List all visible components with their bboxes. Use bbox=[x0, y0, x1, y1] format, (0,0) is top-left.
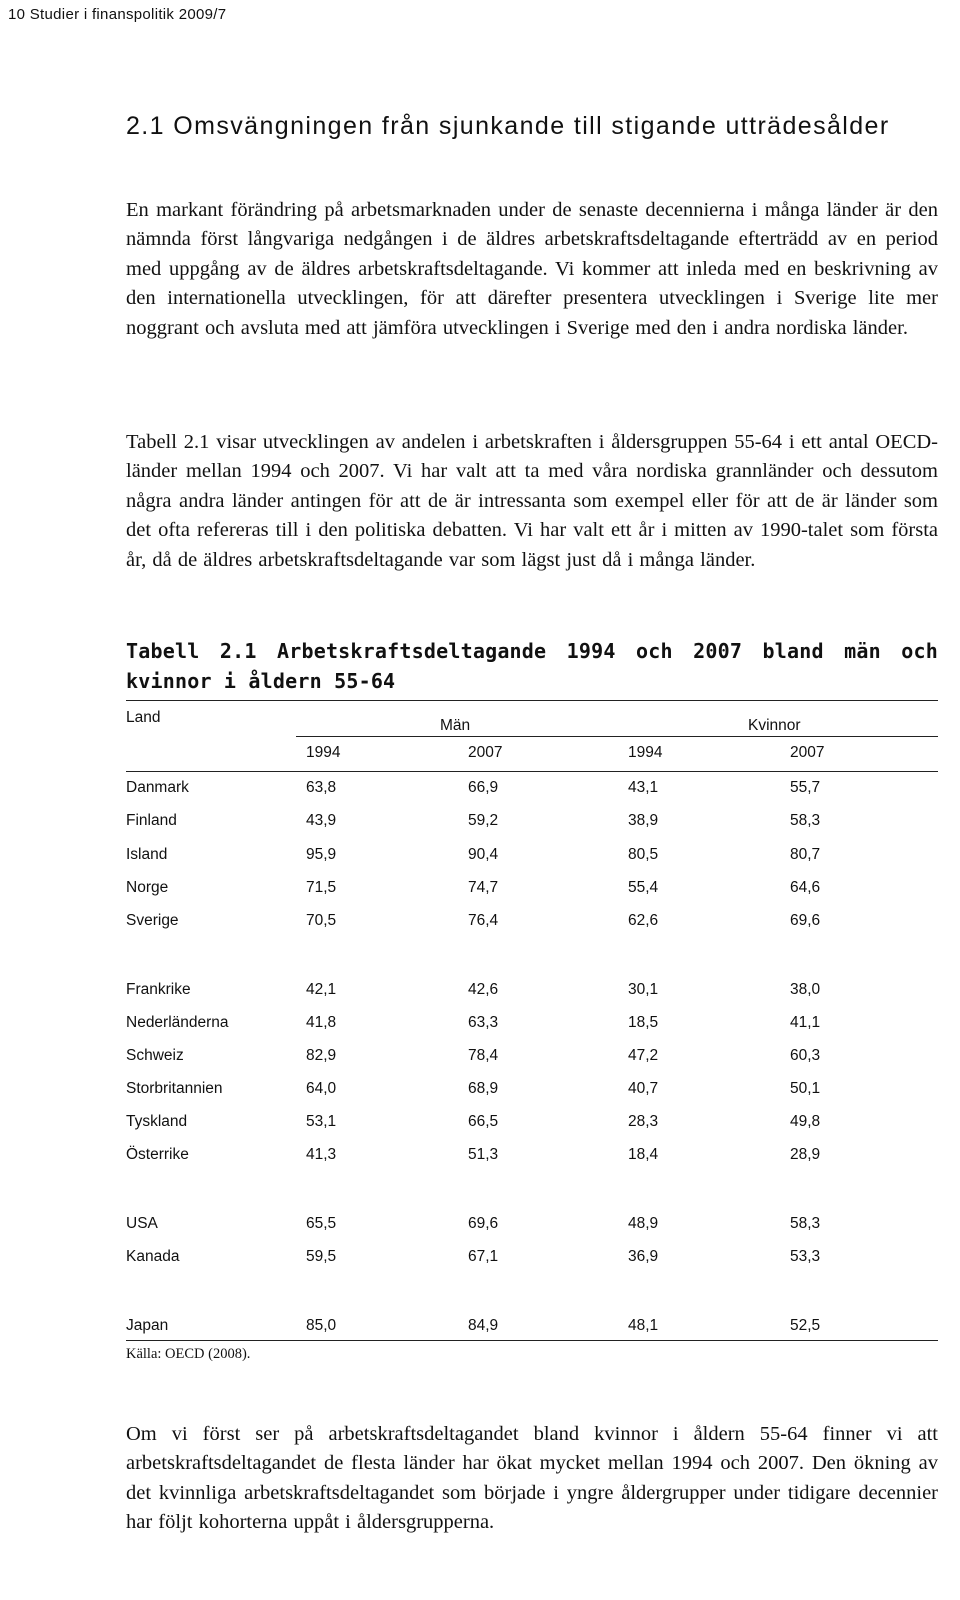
cell-women-2007: 55,7 bbox=[790, 779, 821, 796]
cell-country: Tyskland bbox=[126, 1113, 188, 1130]
cell-women-1994: 18,4 bbox=[628, 1146, 659, 1163]
header-year-women-2007: 2007 bbox=[790, 744, 825, 761]
cell-women-2007: 64,6 bbox=[790, 879, 821, 896]
cell-country: Island bbox=[126, 846, 168, 863]
cell-men-2007: 69,6 bbox=[468, 1215, 499, 1232]
cell-women-1994: 48,1 bbox=[628, 1317, 659, 1334]
section-heading: 2.1 Omsvängningen från sjunkande till stigande utträdesålder bbox=[126, 112, 890, 140]
cell-men-2007: 68,9 bbox=[468, 1080, 499, 1097]
cell-women-2007: 28,9 bbox=[790, 1146, 821, 1163]
header-year-men-2007: 2007 bbox=[468, 744, 503, 761]
cell-men-1994: 85,0 bbox=[306, 1317, 337, 1334]
header-group-women: Kvinnor bbox=[748, 717, 801, 734]
cell-country: Danmark bbox=[126, 779, 189, 796]
cell-country: Frankrike bbox=[126, 981, 191, 998]
cell-men-2007: 74,7 bbox=[468, 879, 499, 896]
cell-country: Finland bbox=[126, 812, 177, 829]
header-land: Land bbox=[126, 709, 161, 726]
cell-men-2007: 59,2 bbox=[468, 812, 499, 829]
cell-women-2007: 41,1 bbox=[790, 1014, 821, 1031]
cell-country: Storbritannien bbox=[126, 1080, 223, 1097]
cell-men-1994: 41,8 bbox=[306, 1014, 337, 1031]
cell-men-1994: 41,3 bbox=[306, 1146, 337, 1163]
cell-men-2007: 42,6 bbox=[468, 981, 499, 998]
table-bottom-rule bbox=[126, 1340, 938, 1341]
cell-women-1994: 80,5 bbox=[628, 846, 659, 863]
cell-men-1994: 63,8 bbox=[306, 779, 337, 796]
cell-men-2007: 66,5 bbox=[468, 1113, 499, 1130]
header-bottom-rule bbox=[126, 771, 938, 772]
table-caption: Tabell 2.1 Arbetskraftsdeltagande 1994 och 2007 bland män och kvinnor i åldern 55-64 bbox=[126, 639, 938, 693]
cell-men-2007: 51,3 bbox=[468, 1146, 499, 1163]
cell-men-1994: 95,9 bbox=[306, 846, 337, 863]
cell-women-1994: 28,3 bbox=[628, 1113, 659, 1130]
header-year-men-1994: 1994 bbox=[306, 744, 341, 761]
cell-women-2007: 38,0 bbox=[790, 981, 821, 998]
cell-men-1994: 71,5 bbox=[306, 879, 337, 896]
cell-men-2007: 84,9 bbox=[468, 1317, 499, 1334]
cell-women-2007: 80,7 bbox=[790, 846, 821, 863]
cell-women-2007: 50,1 bbox=[790, 1080, 821, 1097]
running-header: 10 Studier i finanspolitik 2009/7 bbox=[8, 6, 227, 23]
cell-men-2007: 78,4 bbox=[468, 1047, 499, 1064]
cell-women-1994: 62,6 bbox=[628, 912, 659, 929]
cell-country: Norge bbox=[126, 879, 169, 896]
header-group-rule bbox=[296, 736, 938, 737]
cell-men-1994: 70,5 bbox=[306, 912, 337, 929]
header-group-men: Män bbox=[440, 717, 471, 734]
paragraph-table-description: Tabell 2.1 visar utvecklingen av andelen i arbetskraften i åldersgruppen 55-64 i ett antal OECD-länder mellan 1994 och 2007. Vi har valt att ta med våra nordiska grannländer och dessutom några andra länder antingen för att de är intressanta som exempel eller för att de är länder som det ofta refereras till i den politiska debatten. Vi har valt ett år i mitten av 1990-talet som första år, då de äldres arbetskraftsdeltagande var som lägst just då i många länder. bbox=[126, 431, 938, 571]
cell-country: Österrike bbox=[126, 1146, 189, 1163]
cell-country: Japan bbox=[126, 1317, 169, 1334]
cell-country: Schweiz bbox=[126, 1047, 184, 1064]
cell-country: Nederländerna bbox=[126, 1014, 229, 1031]
paragraph-intro: En markant förändring på arbetsmarknaden under de senaste decennierna i många länder är den nämnda först långvariga nedgången i de äldres arbetskraftsdeltagande efterträdd av en period med uppgång av de äldres arbetskraftsdeltagande. Vi kommer att inleda med en beskrivning av den internationella utvecklingen, för att därefter presentera utvecklingen i Sverige lite mer noggrant och avsluta med att jämföra utvecklingen i Sverige med den i andra nordiska länder. bbox=[126, 199, 938, 339]
header-year-women-1994: 1994 bbox=[628, 744, 663, 761]
cell-women-1994: 36,9 bbox=[628, 1248, 659, 1265]
paragraph-women-analysis: Om vi först ser på arbetskraftsdeltagandet bland kvinnor i åldern 55-64 finner vi att arbetskraftsdeltagandet de flesta länder har ökat mycket mellan 1994 och 2007. Den ökning av det kvinnliga arbetskraftsdeltagandet som började i yngre åldergrupper under tidigare decennier har följt kohorterna uppåt i åldersgrupperna. bbox=[126, 1423, 938, 1534]
cell-men-2007: 67,1 bbox=[468, 1248, 499, 1265]
cell-women-2007: 58,3 bbox=[790, 1215, 821, 1232]
cell-men-2007: 63,3 bbox=[468, 1014, 499, 1031]
cell-women-2007: 60,3 bbox=[790, 1047, 821, 1064]
cell-men-1994: 65,5 bbox=[306, 1215, 337, 1232]
cell-women-2007: 69,6 bbox=[790, 912, 821, 929]
cell-women-1994: 47,2 bbox=[628, 1047, 659, 1064]
cell-men-2007: 90,4 bbox=[468, 846, 499, 863]
cell-men-2007: 76,4 bbox=[468, 912, 499, 929]
cell-men-2007: 66,9 bbox=[468, 779, 499, 796]
cell-men-1994: 43,9 bbox=[306, 812, 337, 829]
cell-men-1994: 82,9 bbox=[306, 1047, 337, 1064]
cell-men-1994: 53,1 bbox=[306, 1113, 337, 1130]
cell-women-1994: 43,1 bbox=[628, 779, 659, 796]
cell-women-1994: 30,1 bbox=[628, 981, 659, 998]
cell-women-2007: 49,8 bbox=[790, 1113, 821, 1130]
cell-country: Kanada bbox=[126, 1248, 180, 1265]
table-top-rule bbox=[126, 700, 938, 701]
cell-men-1994: 42,1 bbox=[306, 981, 337, 998]
cell-women-1994: 38,9 bbox=[628, 812, 659, 829]
cell-country: Sverige bbox=[126, 912, 179, 929]
cell-women-2007: 53,3 bbox=[790, 1248, 821, 1265]
cell-women-2007: 58,3 bbox=[790, 812, 821, 829]
cell-women-1994: 40,7 bbox=[628, 1080, 659, 1097]
cell-women-1994: 18,5 bbox=[628, 1014, 659, 1031]
cell-country: USA bbox=[126, 1215, 158, 1232]
cell-women-1994: 48,9 bbox=[628, 1215, 659, 1232]
table-source: Källa: OECD (2008). bbox=[126, 1346, 251, 1362]
cell-women-2007: 52,5 bbox=[790, 1317, 821, 1334]
cell-men-1994: 59,5 bbox=[306, 1248, 337, 1265]
cell-women-1994: 55,4 bbox=[628, 879, 659, 896]
cell-men-1994: 64,0 bbox=[306, 1080, 337, 1097]
